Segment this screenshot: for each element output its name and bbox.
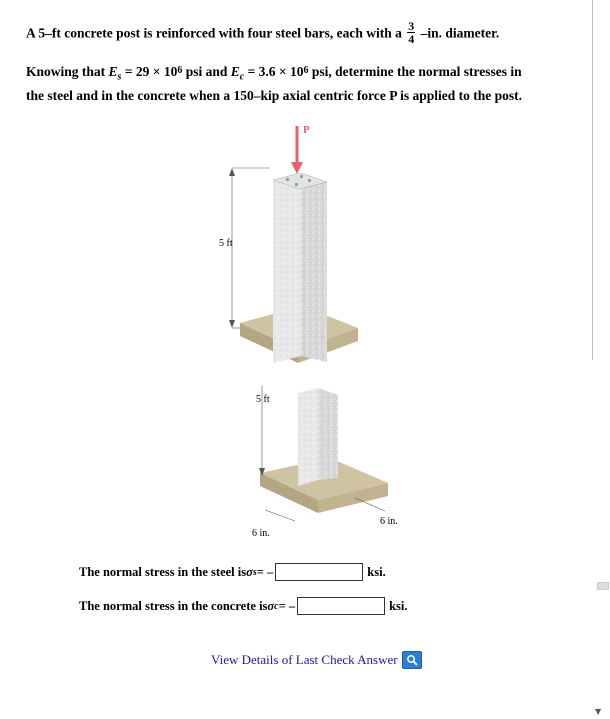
height-label: 5 ft — [219, 238, 233, 249]
magnifier-icon[interactable] — [402, 651, 422, 669]
concrete-label: The normal stress in the concrete is — [79, 598, 268, 613]
width-label: 6 in. — [252, 528, 270, 539]
dim-arrow — [229, 320, 235, 328]
problem-line-3: the steel and in the concrete when a 150–kip axial centric force P is applied to the post. — [26, 88, 522, 103]
post-right-face — [301, 173, 327, 362]
post-left-face — [273, 173, 301, 363]
unit-label: ksi. — [367, 564, 386, 579]
force-arrow-head — [291, 162, 303, 174]
post-diagram — [210, 118, 450, 548]
concrete-stress-input[interactable] — [297, 597, 385, 615]
equals-sign: = – — [256, 564, 274, 579]
problem-text: –in. diameter. — [420, 25, 500, 41]
lower-view — [259, 386, 388, 521]
post-left-face — [298, 388, 318, 486]
modulus-concrete-value: = 3.6 × 10 — [244, 64, 304, 79]
sigma-subscript: c — [274, 600, 279, 612]
width-label: 6 in. — [380, 516, 398, 527]
sigma-symbol: σ — [267, 598, 275, 613]
post-right-face — [318, 388, 338, 480]
modulus-concrete-symbol: E — [230, 64, 240, 79]
sigma-symbol: σ — [246, 564, 253, 579]
steel-answer-row — [79, 563, 386, 581]
modulus-steel-exponent: 6 — [177, 65, 183, 76]
modulus-steel-subscript: s — [117, 71, 122, 83]
bar-end — [308, 179, 311, 182]
post-figure — [210, 118, 450, 553]
view-details-link[interactable] — [211, 651, 422, 669]
modulus-steel-value: = 29 × 10 — [121, 64, 178, 79]
fraction-denominator: 4 — [408, 32, 415, 46]
bar-end — [295, 183, 298, 186]
unit-label: ksi. — [389, 598, 408, 613]
modulus-concrete-exponent: 6 — [303, 65, 309, 76]
problem-line-1 — [26, 19, 500, 47]
problem-text: Knowing that — [26, 64, 109, 79]
upper-view — [229, 126, 358, 363]
sigma-subscript: s — [252, 566, 257, 578]
problem-text: psi, determine the normal stresses in — [308, 64, 522, 79]
modulus-concrete-subscript: c — [239, 71, 245, 83]
steel-label: The normal stress in the steel is — [79, 564, 247, 579]
fraction — [407, 20, 415, 45]
concrete-answer-row — [79, 597, 408, 615]
force-label: P — [303, 124, 310, 136]
steel-stress-input[interactable] — [275, 563, 363, 581]
fraction-numerator: 3 — [408, 19, 415, 33]
problem-text: A 5–ft concrete post is reinforced with four steel bars, each with a — [26, 25, 402, 41]
view-details-text[interactable]: View Details of Last Check Answer — [211, 652, 398, 667]
right-divider — [592, 0, 593, 360]
modulus-steel-symbol: E — [108, 64, 118, 79]
dim-line — [265, 510, 295, 521]
problem-text: psi and — [182, 64, 231, 79]
scroll-down-arrow-icon[interactable]: ▼ — [595, 707, 602, 716]
problem-line-2 — [26, 64, 522, 83]
bar-end — [300, 175, 303, 178]
scrollbar-thumb[interactable] — [597, 582, 609, 590]
height-label: 5 ft — [256, 394, 270, 405]
dim-arrow — [229, 168, 235, 176]
bar-end — [286, 178, 289, 181]
equals-sign: = – — [278, 598, 296, 613]
